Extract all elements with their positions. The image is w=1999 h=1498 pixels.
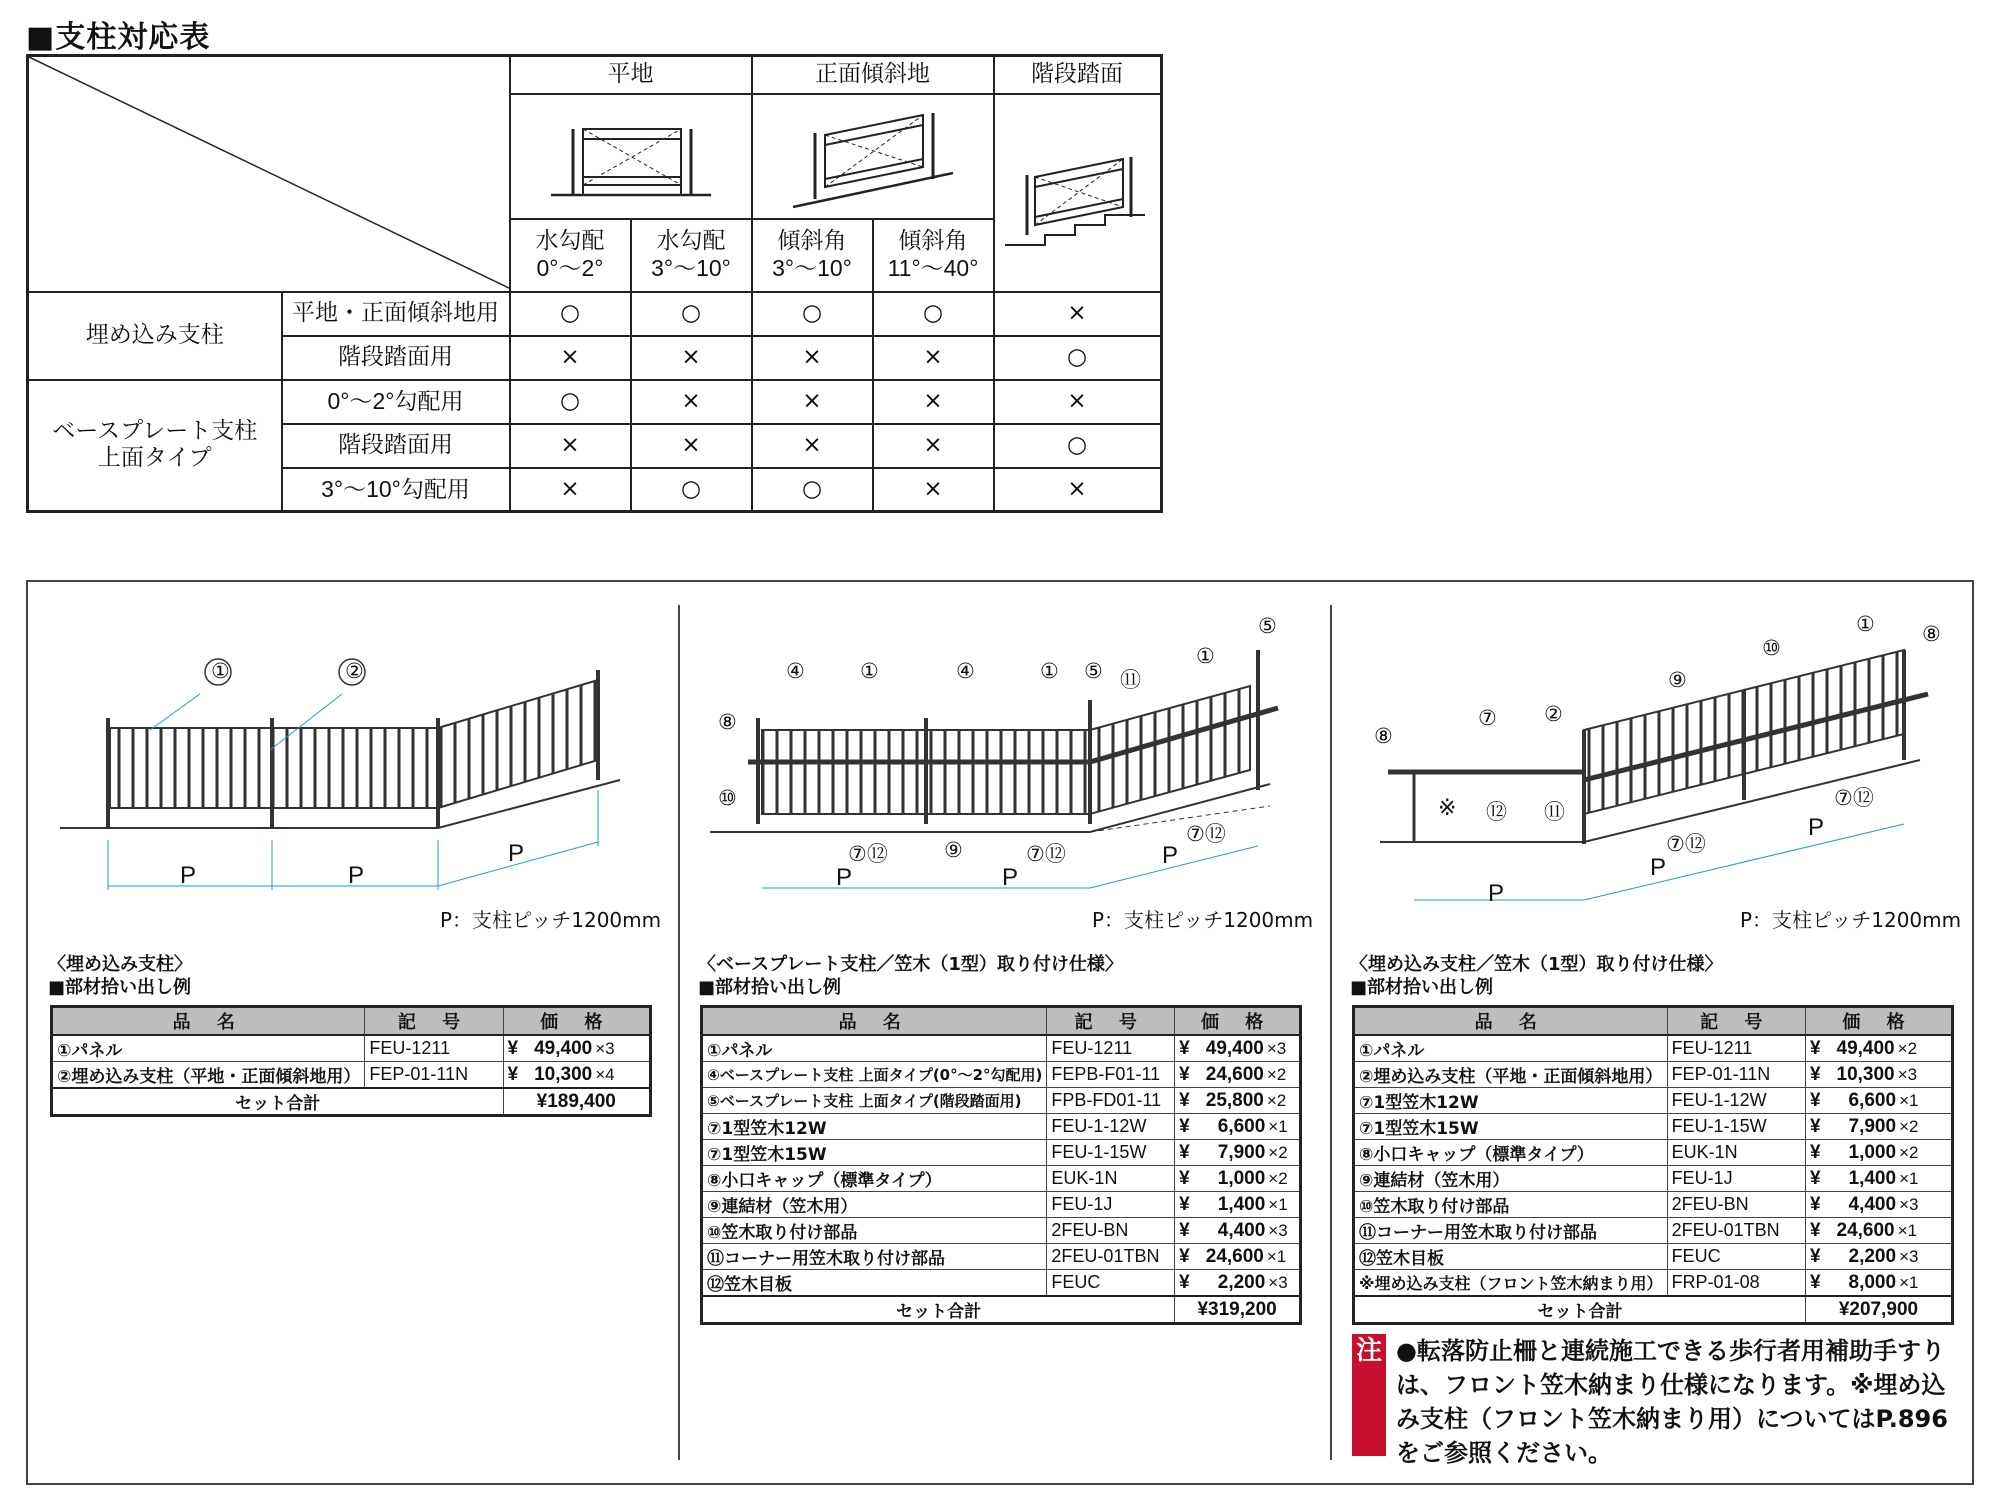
compat-cell: × — [510, 468, 631, 512]
callout-9: ⑨ — [944, 838, 963, 862]
table-row: ⑫笠木目板 FEUC ¥ 2,200 ×3 — [702, 1270, 1301, 1297]
table-row: ①パネル FEU-1211 ¥ 49,400 ×3 — [702, 1035, 1301, 1062]
callout-10: ⑩ — [718, 786, 737, 810]
pitch-label: P — [1650, 854, 1667, 881]
table-row: ⑫笠木目板 FEUC ¥ 2,200 ×3 — [1354, 1244, 1953, 1270]
row-label: 0°〜2°勾配用 — [282, 380, 510, 424]
table-row: ※埋め込み支柱（フロント笠木納まり用） FRP-01-08 ¥ 8,000 ×1 — [1354, 1270, 1953, 1297]
section-title: 〈ベースプレート支柱／笠木（1型）取り付け仕様〉 — [698, 954, 1123, 975]
callout-7: ⑦ — [1478, 706, 1497, 730]
compat-cell: × — [994, 468, 1162, 512]
compat-cell: × — [873, 424, 994, 468]
table-row: ⑦1型笠木12W FEU-1-12W ¥ 6,600 ×1 — [1354, 1088, 1953, 1114]
compat-cell: × — [873, 336, 994, 380]
callout-4: ④ — [956, 659, 975, 683]
compat-cell: ○ — [994, 424, 1162, 468]
compat-cell: × — [631, 380, 752, 424]
table-row: ⑤ベースプレート支柱 上面タイプ(階段踏面用) FPB-FD01-11 ¥ 25,800 ×2 — [702, 1088, 1301, 1114]
col-name: 品 名 — [52, 1007, 365, 1036]
callout-7-12: ⑦⑫ — [1666, 832, 1706, 856]
subheader-incline-3-10: 傾斜角 3°〜10° — [752, 219, 873, 292]
table-row: ⑧小口キャップ（標準タイプ） EUK-1N ¥ 1,000 ×2 — [1354, 1140, 1953, 1166]
table-row: ①パネル FEU-1211 ¥ 49,400 ×3 — [52, 1035, 651, 1062]
note-text: ●転落防止柵と連続施工できる歩行者用補助手すりは、フロント笠木納まり仕様になります。※埋め込み支柱（フロント笠木納まり用）についてはP.896をご参照ください。 — [1396, 1337, 1948, 1467]
group-baseplate-post: ベースプレート支柱 上面タイプ — [28, 380, 282, 512]
compat-cell: ○ — [510, 380, 631, 424]
callout-8: ⑧ — [1922, 622, 1941, 646]
diagram-baseplate-post — [710, 650, 1278, 888]
callout-2: ② — [345, 659, 364, 683]
pitch-label: P — [348, 862, 365, 889]
row-label: 3°〜10°勾配用 — [282, 468, 510, 512]
table-row: ⑩笠木取り付け部品 2FEU-BN ¥ 4,400 ×3 — [1354, 1192, 1953, 1218]
table-row: ④ベースプレート支柱 上面タイプ(0°〜2°勾配用) FEPB-F01-11 ¥ 24,600 ×2 — [702, 1062, 1301, 1088]
compat-cell: × — [752, 336, 873, 380]
pitch-note: P：支柱ピッチ1200mm — [1092, 908, 1314, 932]
callout-1: ① — [1856, 612, 1875, 636]
table-row: ①パネル FEU-1211 ¥ 49,400 ×2 — [1354, 1035, 1953, 1062]
asterisk-mark: ※ — [1438, 796, 1457, 821]
table-row: ⑦1型笠木12W FEU-1-12W ¥ 6,600 ×1 — [702, 1114, 1301, 1140]
total-row: セット合計 ¥207,900 — [1354, 1296, 1953, 1324]
section-title: 〈埋め込み支柱／笠木（1型）取り付け仕様〉 — [1350, 954, 1723, 975]
callout-4: ④ — [786, 659, 805, 683]
callout-9: ⑨ — [1668, 668, 1687, 692]
total-row: セット合計 ¥319,200 — [702, 1296, 1301, 1324]
parts-table: 品 名 記 号 価 格 ①パネル FEU-1211 ¥ 49,400 ×2 ②埋め込み支柱（平地・正面傾斜地用） FEP-01-11N ¥ 10,300 ×3 ⑦1型笠木12W FEU-1-12W ¥ 6,600 ×1 ⑦1型笠木15W FEU-1-15W ¥ 7,900 ×2 ⑧小口キャップ（標準タイプ） EUK-1N ¥ 1,000 ×2 ⑨連結材（笠木用） FEU-1J ¥ 1,400 ×1 ⑩笠木取り付け部品 2FEU-BN ¥ 4,400 ×3 ⑪コーナー用笠木取り付け部品 2FEU-01TBN ¥ 24,600 ×1 ⑫笠木目板 FEUC ¥ 2,200 ×3 ※埋め込み支柱（フロント笠木納まり用） FRP-01-08 ¥ 8,000 ×1 セット合計 ¥207,900 — [1352, 1005, 1954, 1325]
table-row: ②埋め込み支柱（平地・正面傾斜地用） FEP-01-11N ¥ 10,300 ×3 — [1354, 1062, 1953, 1088]
compat-cell: × — [752, 380, 873, 424]
col-price: 価 格 — [503, 1007, 650, 1036]
page-title: ■支柱対応表 — [26, 20, 211, 55]
compat-cell: × — [510, 336, 631, 380]
diagram-embedded-post — [60, 670, 620, 890]
table-row: ⑧小口キャップ（標準タイプ） EUK-1N ¥ 1,000 ×2 — [702, 1166, 1301, 1192]
subheader-drainage-0-2: 水勾配 0°〜2° — [510, 219, 631, 292]
section-subtitle: ■部材拾い出し例 — [48, 977, 192, 998]
header-stair-tread: 階段踏面 — [994, 56, 1162, 94]
callout-1: ① — [1040, 659, 1059, 683]
callout-11: ⑪ — [1120, 668, 1141, 692]
compat-cell: × — [873, 468, 994, 512]
compat-cell: ○ — [752, 292, 873, 336]
section-subtitle: ■部材拾い出し例 — [698, 977, 842, 998]
compat-cell: ○ — [631, 292, 752, 336]
parts-table — [50, 1005, 652, 1117]
row-label: 階段踏面用 — [282, 424, 510, 468]
callout-5: ⑤ — [1258, 614, 1277, 638]
parts-table: 品 名 記 号 価 格 ①パネル FEU-1211 ¥ 49,400 ×3 ④ベースプレート支柱 上面タイプ(0°〜2°勾配用) FEPB-F01-11 ¥ 24,600 ×2 ⑤ベースプレート支柱 上面タイプ(階段踏面用) FPB-FD01-11 ¥ 25,800 ×2 ⑦1型笠木12W FEU-1-12W ¥ 6,600 ×1 ⑦1型笠木15W FEU-1-15W ¥ 7,900 ×2 ⑧小口キャップ（標準タイプ） EUK-1N ¥ 1,000 ×2 ⑨連結材（笠木用） FEU-1J ¥ 1,400 ×1 ⑩笠木取り付け部品 2FEU-BN ¥ 4,400 ×3 ⑪コーナー用笠木取り付け部品 2FEU-01TBN ¥ 24,600 ×1 ⑫笠木目板 FEUC ¥ 2,200 ×3 セット合計 ¥319,200 — [700, 1005, 1302, 1325]
pitch-label: P — [1808, 814, 1825, 841]
callout-5: ⑤ — [1084, 659, 1103, 683]
pitch-note: P：支柱ピッチ1200mm — [440, 908, 662, 932]
table-row: ②埋め込み支柱（平地・正面傾斜地用） FEP-01-11N ¥ 10,300 ×4 — [52, 1062, 651, 1089]
note-badge: 注 — [1352, 1334, 1386, 1456]
callout-12: ⑫ — [1486, 800, 1507, 824]
callout-10: ⑩ — [1762, 636, 1781, 660]
callout-2: ② — [1544, 702, 1563, 726]
table-row: ⑪コーナー用笠木取り付け部品 2FEU-01TBN ¥ 24,600 ×1 — [1354, 1218, 1953, 1244]
group-embedded-post: 埋め込み支柱 — [28, 292, 282, 380]
col-code: 記 号 — [365, 1007, 503, 1036]
callout-7-12: ⑦⑫ — [848, 842, 888, 866]
section-subtitle: ■部材拾い出し例 — [1350, 977, 1494, 998]
pitch-note: P：支柱ピッチ1200mm — [1740, 908, 1962, 932]
header-front-slope: 正面傾斜地 — [752, 56, 994, 94]
table-row: ⑦1型笠木15W FEU-1-15W ¥ 7,900 ×2 — [702, 1140, 1301, 1166]
row-label: 階段踏面用 — [282, 336, 510, 380]
section-title: 〈埋め込み支柱〉 — [48, 954, 192, 975]
compat-cell: × — [631, 336, 752, 380]
pitch-label: P — [180, 862, 197, 889]
row-label: 平地・正面傾斜地用 — [282, 292, 510, 336]
compat-cell: × — [994, 292, 1162, 336]
compat-cell: ○ — [994, 336, 1162, 380]
callout-1: ① — [211, 659, 230, 683]
table-row: ⑨連結材（笠木用） FEU-1J ¥ 1,400 ×1 — [702, 1192, 1301, 1218]
callout-1: ① — [860, 659, 879, 683]
compat-cell: × — [510, 424, 631, 468]
callout-7-12: ⑦⑫ — [1834, 786, 1874, 810]
callout-11: ⑪ — [1544, 800, 1565, 824]
compat-cell: ○ — [510, 292, 631, 336]
table-row: ⑩笠木取り付け部品 2FEU-BN ¥ 4,400 ×3 — [702, 1218, 1301, 1244]
header-flat-ground: 平地 — [510, 56, 752, 94]
compat-cell: × — [873, 380, 994, 424]
callout-8: ⑧ — [718, 710, 737, 734]
table-row: ⑨連結材（笠木用） FEU-1J ¥ 1,400 ×1 — [1354, 1166, 1953, 1192]
compat-cell: ○ — [873, 292, 994, 336]
table-row: ⑦1型笠木15W FEU-1-15W ¥ 7,900 ×2 — [1354, 1114, 1953, 1140]
subheader-incline-11-40: 傾斜角 11°〜40° — [873, 219, 994, 292]
callout-1: ① — [1196, 644, 1215, 668]
pitch-label: P — [1002, 864, 1019, 891]
table-row: ⑪コーナー用笠木取り付け部品 2FEU-01TBN ¥ 24,600 ×1 — [702, 1244, 1301, 1270]
callout-7-12: ⑦⑫ — [1026, 842, 1066, 866]
callout-7-12: ⑦⑫ — [1186, 822, 1226, 846]
compat-cell: ○ — [752, 468, 873, 512]
compat-cell: × — [752, 424, 873, 468]
subheader-drainage-3-10: 水勾配 3°〜10° — [631, 219, 752, 292]
callout-8: ⑧ — [1374, 724, 1393, 748]
pitch-label: P — [508, 840, 525, 867]
pitch-label: P — [1488, 880, 1505, 907]
compat-cell: × — [631, 424, 752, 468]
compat-cell: × — [994, 380, 1162, 424]
pitch-label: P — [836, 864, 853, 891]
total-row: セット合計 ¥189,400 — [52, 1088, 651, 1116]
pitch-label: P — [1162, 842, 1179, 869]
compat-cell: ○ — [631, 468, 752, 512]
